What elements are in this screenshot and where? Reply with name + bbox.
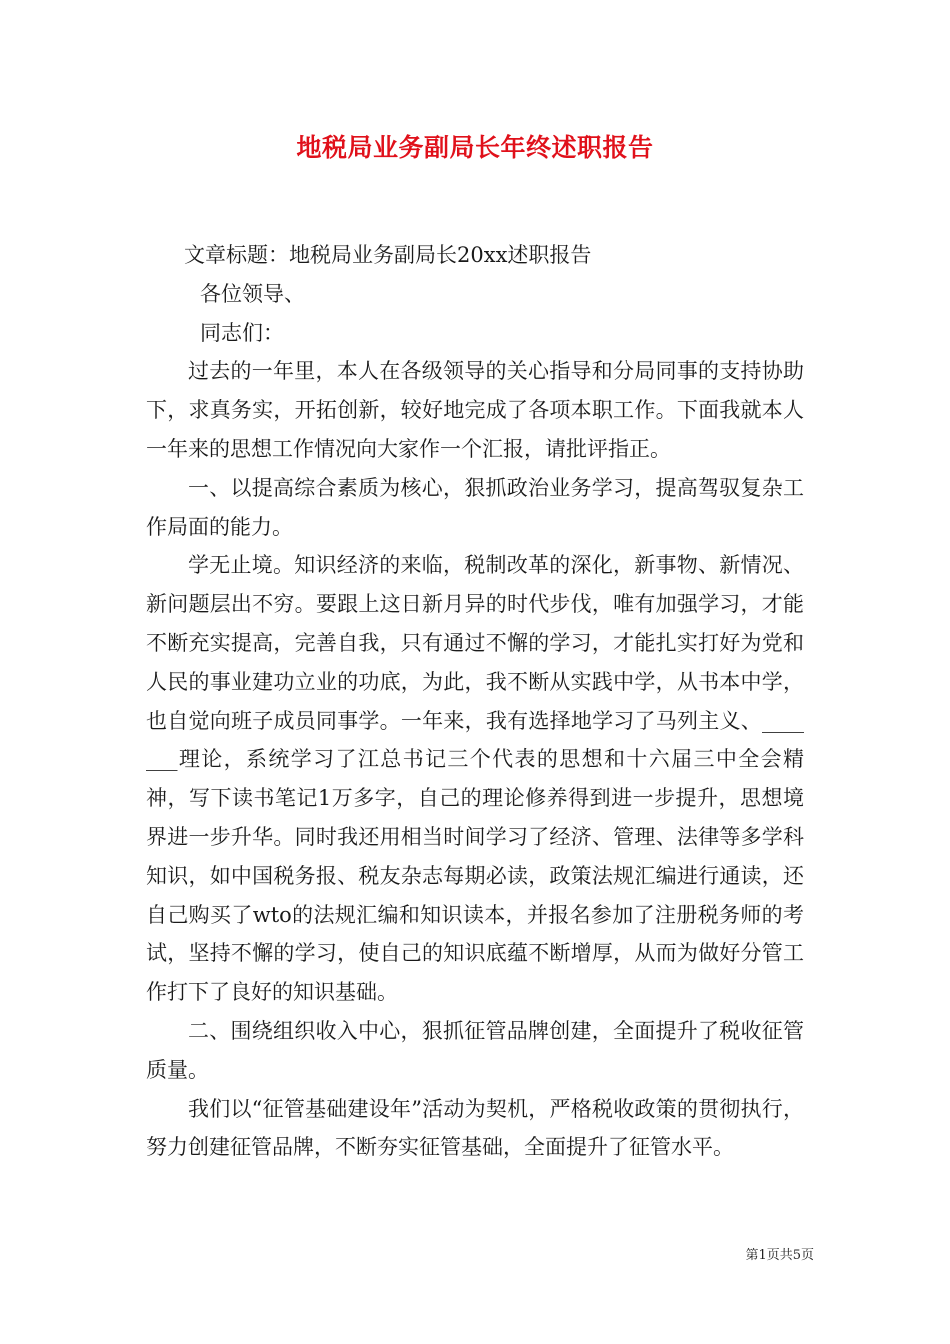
paragraph-intro: 过去的一年里，本人在各级领导的关心指导和分局同事的支持协助下，求真务实，开拓创新，较好地完成了各项本职工作。下面我就本人一年来的思想工作情况向大家作一个汇报，请批评指正。 [146,359,804,461]
page-number: 第1页共5页 [745,1248,814,1263]
salutation-comrades: 同志们： [200,320,284,345]
document-body [146,236,804,1167]
document-title: 地税局业务副局长年终述职报告 [296,133,654,162]
section-heading-1: 一、以提高综合素质为核心，狠抓政治业务学习，提高驾驭复杂工作局面的能力。 [146,475,804,539]
paragraph-study: 学无止境。知识经济的来临，税制改革的深化，新事物、新情况、新问题层出不穷。要跟上这日新月异的时代步伐，唯有加强学习，才能不断充实提高，完善自我，只有通过不懈的学习，才能扎实打好为党和人民的事业建功立业的功底，为此，我不断从实践中学，从书本中学，也自觉向班子成员同事学。一年来，我有选择地学习了马列主义、_______理论，系统学习了江总书记三个代表的思想和十六届三中全会精神，写下读书笔记1万多字，自己的理论修养得到进一步提升，思想境界进一步升华。同时我还用相当时间学习了经济、管理、法律等多学科知识，如中国税务报、税友杂志每期必读，政策法规汇编进行通读，还自己购买了wto的法规汇编和知识读本，并报名参加了注册税务师的考试，坚持不懈的学习，使自己的知识底蕴不断增厚，从而为做好分管工作打下了良好的知识基础。 [146,553,804,1005]
article-title-line: 文章标题：地税局业务副局长20xx述职报告 [184,243,592,267]
section-heading-2: 二、围绕组织收入中心，狠抓征管品牌创建，全面提升了税收征管质量。 [146,1018,804,1082]
salutation-leaders: 各位领导、 [200,281,305,306]
paragraph-collection: 我们以“征管基础建设年”活动为契机，严格税收政策的贯彻执行，努力创建征管品牌，不断夯实征管基础，全面提升了征管水平。 [146,1096,804,1160]
